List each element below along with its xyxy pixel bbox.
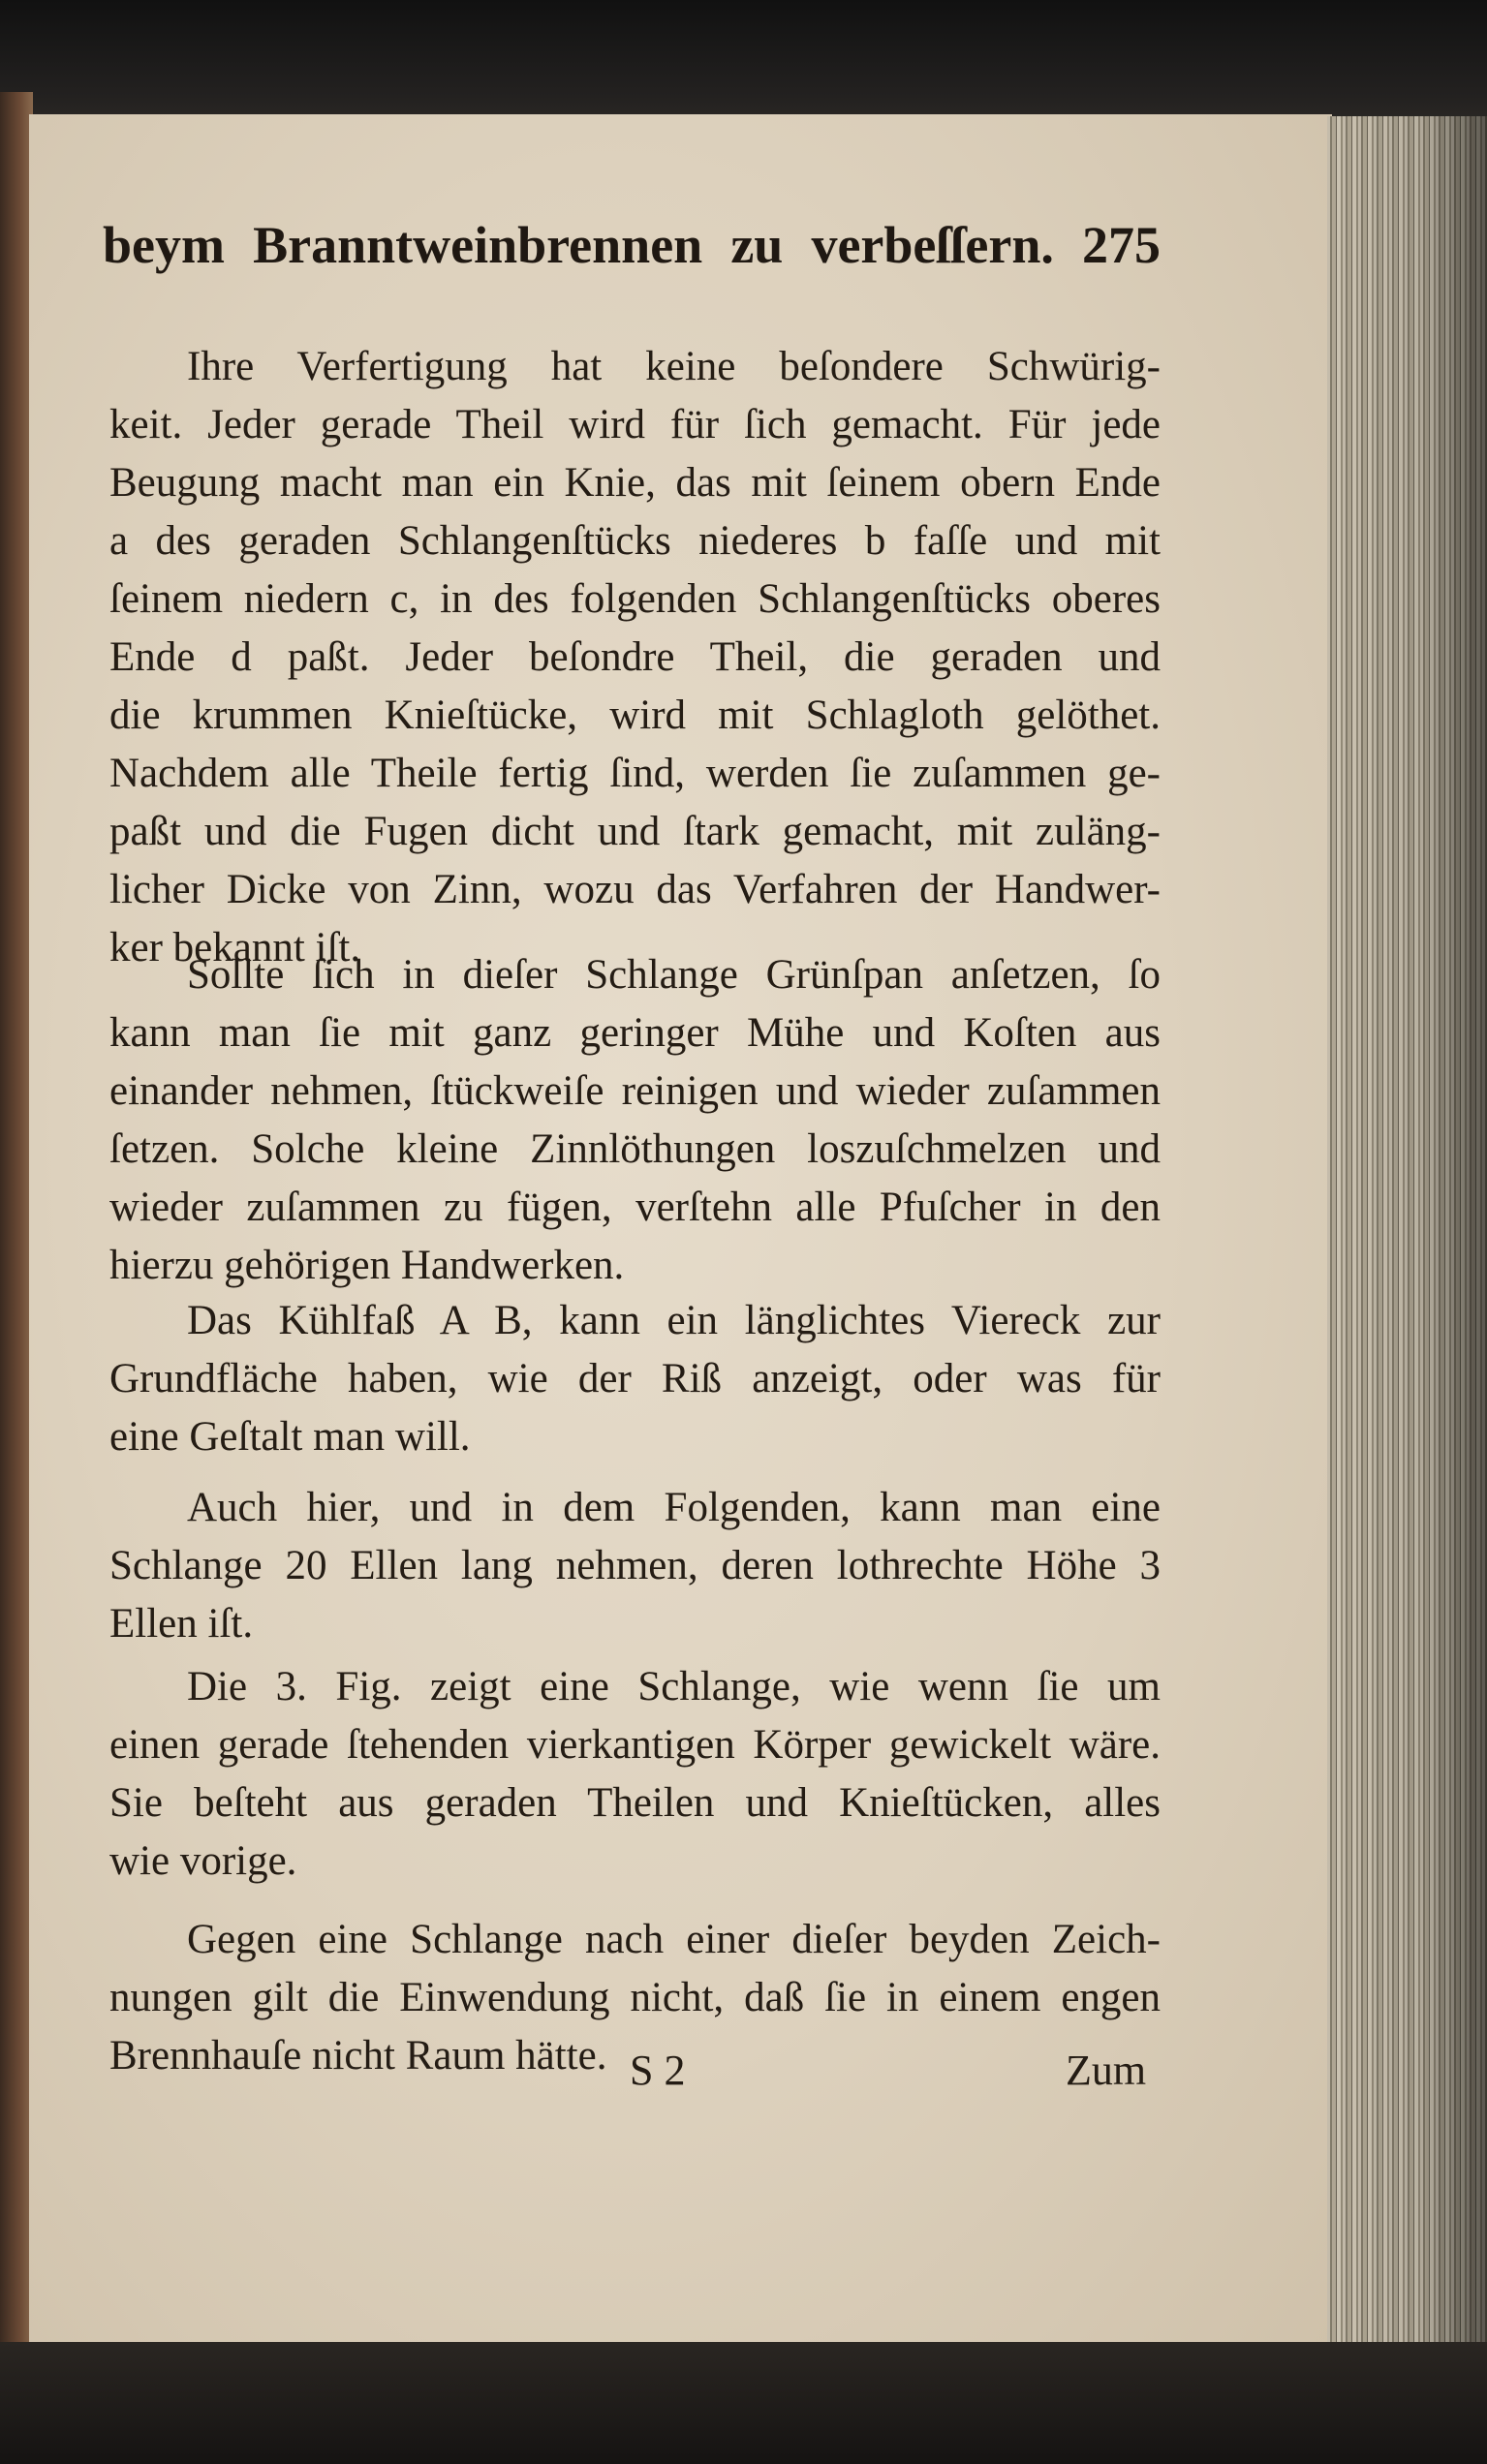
paragraph (109, 1479, 1161, 1653)
page-number: 275 (1082, 216, 1162, 274)
paragraph (109, 1658, 1161, 1891)
running-header (103, 215, 1161, 275)
text-line: die krummen Knieſtücke, wird mit Schlagloth gelöthet. (109, 693, 1161, 738)
text-line: wie vorige. (109, 1838, 297, 1884)
text-line: keit. Jeder gerade Theil wird für ſich gemacht. Für jede (109, 402, 1161, 447)
text-line: a des geraden Schlangenſtücks niederes b faſſe und mit (109, 518, 1161, 564)
text-line: hierzu gehörigen Handwerken. (109, 1243, 625, 1288)
text-line: Ihre Verfertigung hat keine beſondere Schwürig- (187, 344, 1161, 389)
text-line: Nachdem alle Theile fertig ſind, werden ſie zuſammen ge- (109, 751, 1161, 796)
text-line: einander nehmen, ſtückweiſe reinigen und wieder zuſammen (109, 1068, 1161, 1114)
text-line: nungen gilt die Einwendung nicht, daß ſie in einem engen (109, 1975, 1161, 2020)
book-cover-edge (0, 92, 33, 2358)
text-line: ſetzen. Solche kleine Zinnlöthungen loszuſchmelzen und (109, 1126, 1161, 1172)
paragraph (109, 338, 1161, 977)
text-line: ſeinem niedern c, in des folgenden Schlangenſtücks oberes (109, 576, 1161, 622)
text-line: Ende d paßt. Jeder beſondre Theil, die geraden und (109, 634, 1161, 680)
page-stack-edges (1327, 116, 1487, 2344)
text-line: Die 3. Fig. zeigt eine Schlange, wie wenn ſie um (187, 1664, 1161, 1709)
paragraph (109, 1292, 1161, 1466)
signature-mark: S 2 (630, 2047, 686, 2094)
text-line: Beugung macht man ein Knie, das mit ſeinem obern Ende (109, 460, 1161, 506)
scan-background-top (0, 0, 1487, 121)
text-line: Grundfläche haben, wie der Riß anzeigt, oder was für (109, 1356, 1161, 1401)
paragraph (109, 946, 1161, 1295)
text-line: einen gerade ſtehenden vierkantigen Körper gewickelt wäre. (109, 1722, 1161, 1768)
text-line: Das Kühlfaß A B, kann ein länglichtes Viereck zur (187, 1298, 1161, 1343)
text-line: Auch hier, und in dem Folgenden, kann man eine (187, 1485, 1161, 1530)
text-line: Schlange 20 Ellen lang nehmen, deren lothrechte Höhe 3 (109, 1543, 1161, 1588)
text-line: Sollte ſich in dieſer Schlange Grünſpan anſetzen, ſo (187, 952, 1161, 998)
text-line: licher Dicke von Zinn, wozu das Verfahren der Handwer- (109, 867, 1161, 912)
text-line: ker bekannt iſt. (109, 925, 361, 970)
text-line: eine Geſtalt man will. (109, 1414, 471, 1460)
text-line: Gegen eine Schlange nach einer dieſer beyden Zeich- (187, 1917, 1161, 1962)
text-line: wieder zuſammen zu fügen, verſtehn alle Pfuſcher in den (109, 1185, 1161, 1230)
text-line: Brennhauſe nicht Raum hätte. (109, 2033, 607, 2079)
text-line: Sie beſteht aus geraden Theilen und Knieſtücken, alles (109, 1780, 1161, 1826)
text-line: kann man ſie mit ganz geringer Mühe und Koſten aus (109, 1010, 1161, 1056)
catchword: Zum (1066, 2047, 1147, 2094)
scan-background-bottom (0, 2342, 1487, 2464)
text-line: paßt und die Fugen dicht und ſtark gemacht, mit zuläng- (109, 809, 1161, 854)
running-title: beym Branntweinbrennen zu verbeſſern. (103, 216, 1054, 274)
text-line: Ellen iſt. (109, 1601, 254, 1647)
